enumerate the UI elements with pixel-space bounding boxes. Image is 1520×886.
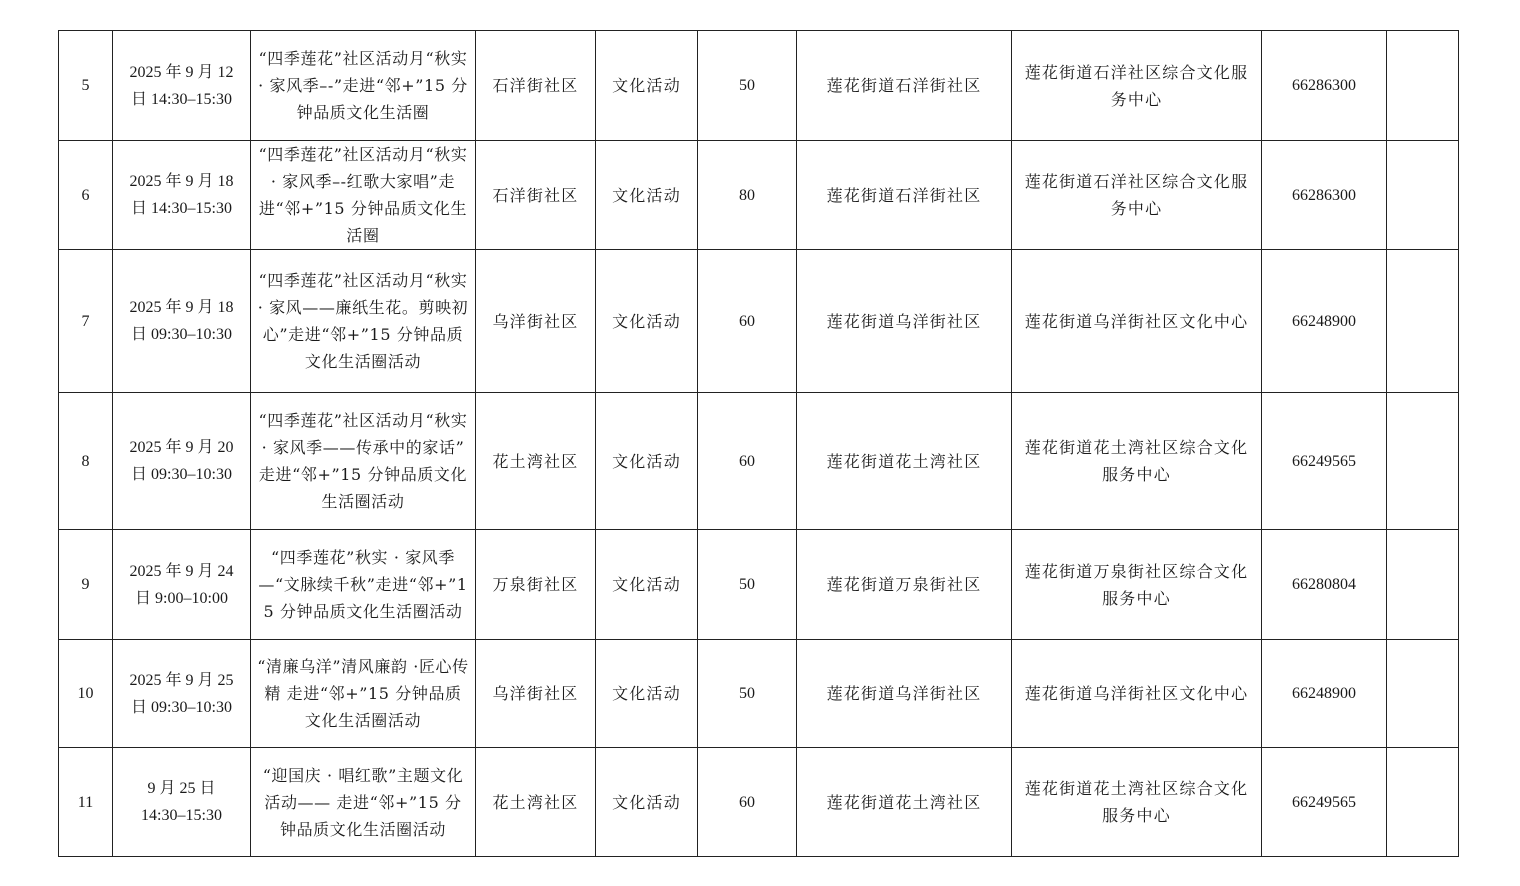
venue-cell: 莲花街道乌洋街社区文化中心	[1012, 250, 1262, 393]
community-cell: 花土湾社区	[476, 393, 596, 530]
date-time-cell	[113, 393, 251, 530]
note-cell	[1387, 31, 1459, 141]
time-line: 14:30–15:30	[141, 807, 222, 824]
venue-cell: 莲花街道石洋社区综合文化服务中心	[1012, 141, 1262, 250]
date-line: 2025 年 9 月 18	[129, 173, 234, 190]
date-time-cell	[113, 530, 251, 640]
activity-name-cell: “四季莲花”社区活动月“秋实 · 家风季——传承中的家话” 走进“邻+”15 分钟品质文化生活圈活动	[251, 393, 476, 530]
time-line: 日 14:30–15:30	[131, 200, 232, 217]
activity-name-cell: “四季莲花”社区活动月“秋实 · 家风——廉纸生花。剪映初心”走进“邻+”15 分钟品质文化生活圈活动	[251, 250, 476, 393]
organizer-cell: 莲花街道万泉街社区	[797, 530, 1012, 640]
category-cell: 文化活动	[596, 748, 698, 857]
organizer-cell: 莲花街道花土湾社区	[797, 748, 1012, 857]
activity-name-cell: “清廉乌洋”清风廉韵 ·匠心传精 走进“邻+”15 分钟品质文化生活圈活动	[251, 640, 476, 748]
note-cell	[1387, 250, 1459, 393]
activity-name-cell: “迎国庆 · 唱红歌”主题文化活动—— 走进“邻+”15 分钟品质文化生活圈活动	[251, 748, 476, 857]
community-cell: 乌洋街社区	[476, 640, 596, 748]
community-cell: 万泉街社区	[476, 530, 596, 640]
date-time-cell	[113, 250, 251, 393]
phone-cell: 66248900	[1262, 640, 1387, 748]
table-row	[59, 250, 1459, 393]
participant-count-cell: 50	[698, 31, 797, 141]
phone-cell: 66249565	[1262, 748, 1387, 857]
community-cell: 乌洋街社区	[476, 250, 596, 393]
participant-count-cell: 60	[698, 748, 797, 857]
organizer-cell: 莲花街道乌洋街社区	[797, 640, 1012, 748]
phone-cell: 66286300	[1262, 31, 1387, 141]
venue-cell: 莲花街道万泉街社区综合文化服务中心	[1012, 530, 1262, 640]
activity-name-cell: “四季莲花”社区活动月“秋实 · 家风季–-红歌大家唱”走进“邻+”15 分钟品质文化生活圈	[251, 141, 476, 250]
date-time-cell	[113, 640, 251, 748]
category-cell: 文化活动	[596, 393, 698, 530]
note-cell	[1387, 530, 1459, 640]
date-line: 2025 年 9 月 24	[129, 562, 234, 580]
phone-cell: 66286300	[1262, 141, 1387, 250]
community-cell: 花土湾社区	[476, 748, 596, 857]
date-line: 2025 年 9 月 25	[129, 671, 234, 689]
row-number-cell: 5	[59, 31, 113, 141]
time-line: 日 9:00–10:00	[135, 589, 228, 607]
category-cell: 文化活动	[596, 640, 698, 748]
table-row	[59, 31, 1459, 141]
row-number-cell: 11	[59, 748, 113, 857]
row-number-cell: 6	[59, 141, 113, 250]
activity-name-cell: “四季莲花”秋实 · 家风季—“文脉续千秋”走进“邻+”15 分钟品质文化生活圈活动	[251, 530, 476, 640]
organizer-cell: 莲花街道乌洋街社区	[797, 250, 1012, 393]
organizer-cell: 莲花街道花土湾社区	[797, 393, 1012, 530]
participant-count-cell: 80	[698, 141, 797, 250]
category-cell: 文化活动	[596, 141, 698, 250]
note-cell	[1387, 141, 1459, 250]
row-number-cell: 8	[59, 393, 113, 530]
time-line: 日 09:30–10:30	[131, 326, 232, 343]
venue-cell: 莲花街道乌洋街社区文化中心	[1012, 640, 1262, 748]
time-line: 日 09:30–10:30	[131, 698, 232, 716]
venue-cell: 莲花街道花土湾社区综合文化服务中心	[1012, 393, 1262, 530]
venue-cell: 莲花街道花土湾社区综合文化服务中心	[1012, 748, 1262, 857]
community-cell: 石洋街社区	[476, 141, 596, 250]
participant-count-cell: 60	[698, 393, 797, 530]
table-body	[59, 31, 1459, 857]
date-time-cell	[113, 748, 251, 857]
activity-schedule-table	[58, 30, 1459, 857]
date-line: 2025 年 9 月 20	[129, 439, 234, 456]
category-cell: 文化活动	[596, 250, 698, 393]
row-number-cell: 9	[59, 530, 113, 640]
row-number-cell: 10	[59, 640, 113, 748]
date-line: 2025 年 9 月 18	[129, 299, 234, 316]
organizer-cell: 莲花街道石洋街社区	[797, 141, 1012, 250]
table-row	[59, 748, 1459, 857]
note-cell	[1387, 393, 1459, 530]
activity-name-cell: “四季莲花”社区活动月“秋实 · 家风季–-”走进“邻+”15 分钟品质文化生活圈	[251, 31, 476, 141]
table-row	[59, 141, 1459, 250]
organizer-cell: 莲花街道石洋街社区	[797, 31, 1012, 141]
time-line: 日 14:30–15:30	[131, 90, 232, 108]
participant-count-cell: 50	[698, 530, 797, 640]
table-row	[59, 640, 1459, 748]
note-cell	[1387, 748, 1459, 857]
date-time-cell	[113, 31, 251, 141]
community-cell: 石洋街社区	[476, 31, 596, 141]
phone-cell: 66280804	[1262, 530, 1387, 640]
phone-cell: 66249565	[1262, 393, 1387, 530]
participant-count-cell: 50	[698, 640, 797, 748]
note-cell	[1387, 640, 1459, 748]
date-line: 9 月 25 日	[147, 780, 216, 797]
date-line: 2025 年 9 月 12	[129, 63, 234, 81]
date-time-cell	[113, 141, 251, 250]
table-row	[59, 530, 1459, 640]
category-cell: 文化活动	[596, 31, 698, 141]
time-line: 日 09:30–10:30	[131, 466, 232, 483]
row-number-cell: 7	[59, 250, 113, 393]
category-cell: 文化活动	[596, 530, 698, 640]
venue-cell: 莲花街道石洋社区综合文化服务中心	[1012, 31, 1262, 141]
participant-count-cell: 60	[698, 250, 797, 393]
phone-cell: 66248900	[1262, 250, 1387, 393]
table-row	[59, 393, 1459, 530]
